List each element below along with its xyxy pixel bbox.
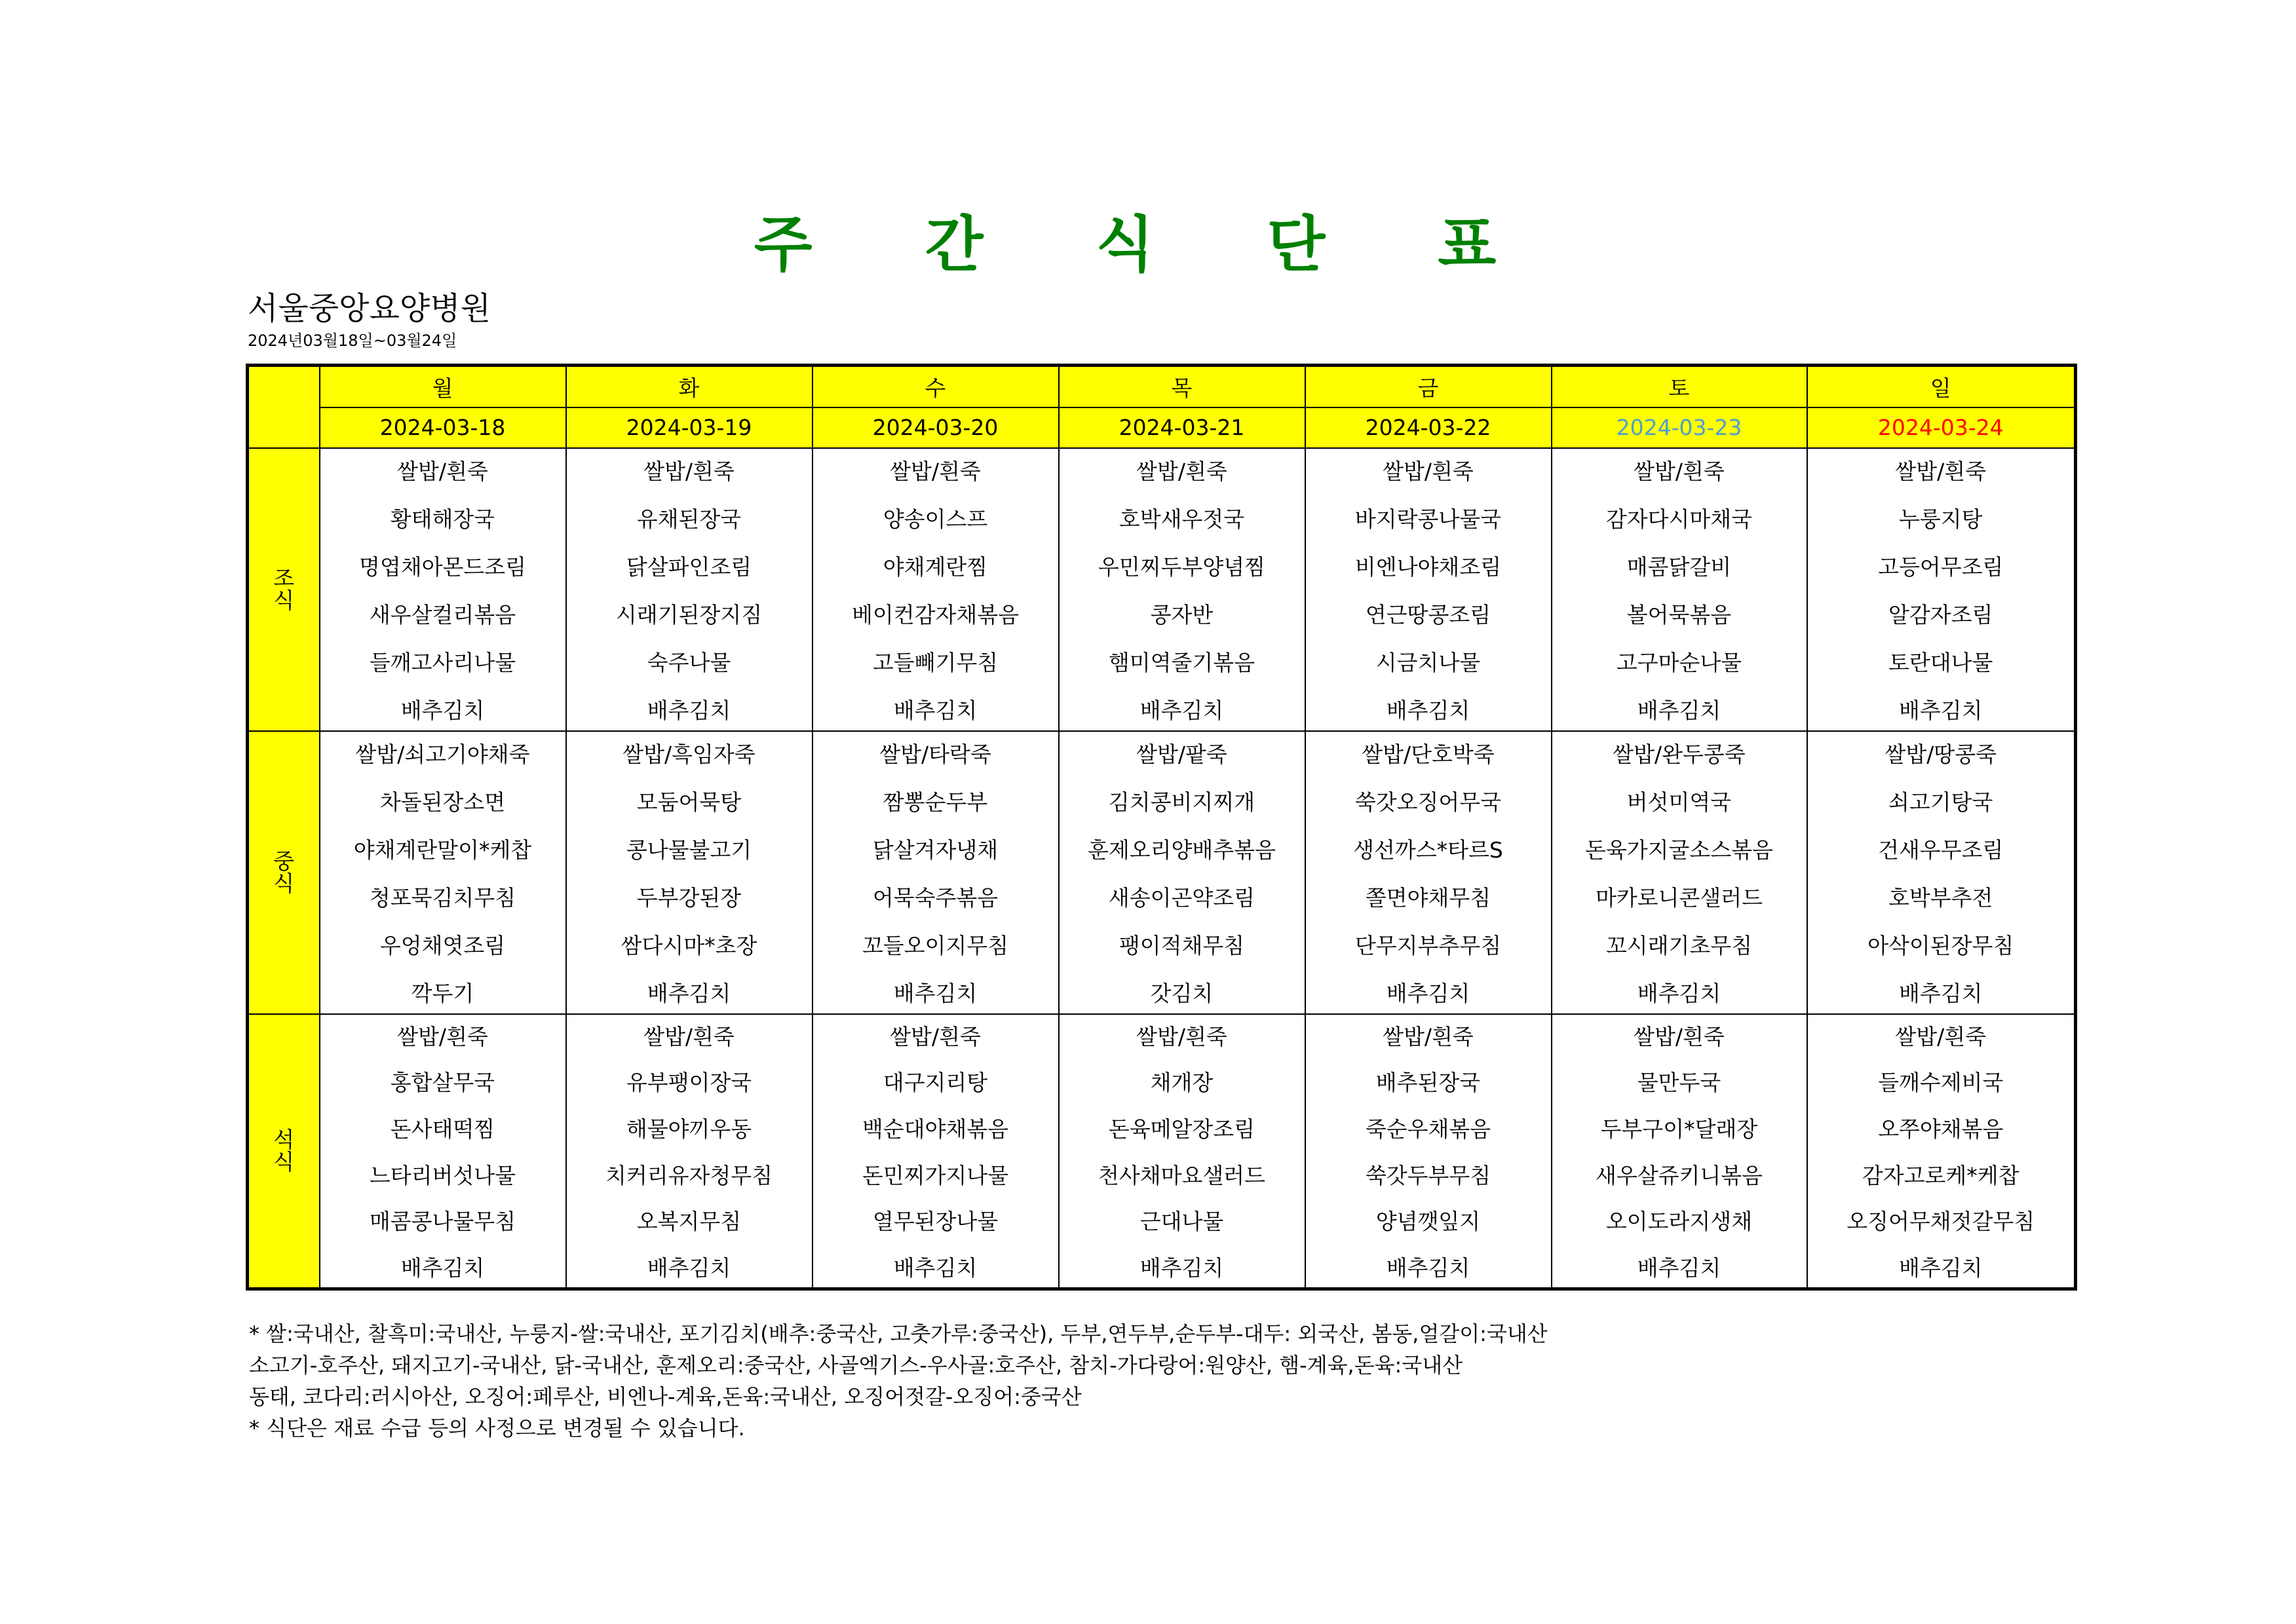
menu-item: 배추김치 bbox=[1386, 980, 1470, 1006]
menu-item: 아삭이된장무침 bbox=[1867, 932, 2014, 958]
menu-item: 배추김치 bbox=[893, 697, 978, 723]
menu-item: 연근땅콩조림 bbox=[1365, 601, 1491, 628]
date-wed: 2024-03-20 bbox=[813, 407, 1059, 448]
menu-item: 양념깻잎지 bbox=[1375, 1209, 1481, 1235]
menu-item: 팽이적채무침 bbox=[1119, 932, 1245, 958]
menu-item: 짬뽕순두부 bbox=[883, 789, 988, 815]
menu-cell-breakfast-sat bbox=[1552, 448, 1807, 731]
menu-item: 닭살겨자냉채 bbox=[872, 837, 999, 863]
menu-item: 배추김치 bbox=[1898, 980, 1983, 1006]
menu-item: 배추김치 bbox=[1898, 697, 1983, 723]
menu-item: 쌀밥/단호박죽 bbox=[1362, 741, 1495, 767]
menu-cell-lunch-thu bbox=[1059, 731, 1305, 1014]
note-line: * 식단은 재료 수급 등의 사정으로 변경될 수 있습니다. bbox=[249, 1416, 745, 1441]
menu-item: 쌀밥/팥죽 bbox=[1136, 741, 1227, 767]
page-title: 주 간 식 단 표 bbox=[754, 210, 1542, 280]
menu-item: 버섯미역국 bbox=[1626, 789, 1732, 815]
menu-item: 베이컨감자채볶음 bbox=[851, 601, 1020, 628]
menu-item: 들깨고사리나물 bbox=[369, 649, 516, 675]
menu-item: 호박부추전 bbox=[1888, 884, 1993, 911]
menu-item: 알감자조림 bbox=[1888, 601, 1993, 628]
menu-cell-dinner-sun bbox=[1807, 1014, 2076, 1289]
menu-cell-dinner-thu bbox=[1059, 1014, 1305, 1289]
menu-item: 쌀밥/흰죽 bbox=[1634, 458, 1725, 484]
menu-item: 바지락콩나물국 bbox=[1354, 506, 1502, 532]
menu-item: 배추김치 bbox=[400, 697, 485, 723]
menu-item: 오이도라지생채 bbox=[1605, 1209, 1753, 1235]
menu-item: 홍합살무국 bbox=[390, 1070, 495, 1096]
menu-item: 쌀밥/흰죽 bbox=[397, 458, 488, 484]
menu-item: 새송이곤약조림 bbox=[1108, 884, 1255, 911]
menu-item: 모둠어묵탕 bbox=[636, 789, 742, 815]
menu-item: 백순대야채볶음 bbox=[862, 1116, 1009, 1142]
menu-item: 배추김치 bbox=[1637, 697, 1721, 723]
menu-item: 해물야끼우동 bbox=[626, 1116, 752, 1142]
menu-item: 배추김치 bbox=[1386, 697, 1470, 723]
menu-item: 쌀밥/흰죽 bbox=[1634, 1023, 1725, 1049]
menu-cell-breakfast-thu bbox=[1059, 448, 1305, 731]
menu-item: 어묵숙주볶음 bbox=[872, 884, 999, 911]
menu-cell-lunch-wed bbox=[813, 731, 1059, 1014]
menu-item: 호박새우젓국 bbox=[1119, 506, 1245, 532]
date-tue: 2024-03-19 bbox=[566, 407, 813, 448]
menu-item: 갓김치 bbox=[1150, 980, 1214, 1006]
menu-item: 배추된장국 bbox=[1375, 1070, 1481, 1096]
menu-item: 치커리유자청무침 bbox=[605, 1162, 773, 1188]
day-name-sat: 토 bbox=[1552, 366, 1807, 407]
menu-item: 쌀밥/쇠고기야채죽 bbox=[355, 741, 530, 767]
menu-item: 닭살파인조림 bbox=[626, 554, 752, 580]
day-name-mon: 월 bbox=[320, 366, 566, 407]
note-line: * 쌀:국내산, 찰흑미:국내산, 누룽지-쌀:국내산, 포기김치(배추:중국산, 고춧가루:중국산), 두부,연두부,순두부-대두: 외국산, 봄동,얼갈이:국내산 bbox=[249, 1321, 1548, 1346]
menu-item: 야채계란말이*케찹 bbox=[353, 837, 532, 863]
menu-item: 햄미역줄기볶음 bbox=[1108, 649, 1255, 675]
menu-item: 쌀밥/흰죽 bbox=[1383, 1023, 1474, 1049]
day-name-fri: 금 bbox=[1305, 366, 1552, 407]
meal-row-breakfast bbox=[248, 448, 2076, 731]
menu-item: 쌀밥/흰죽 bbox=[1383, 458, 1474, 484]
menu-item: 황태해장국 bbox=[390, 506, 495, 532]
day-name-sun: 일 bbox=[1807, 366, 2076, 407]
menu-item: 쌀밥/흰죽 bbox=[1136, 1023, 1227, 1049]
menu-item: 열무된장나물 bbox=[872, 1209, 999, 1235]
menu-item: 꼬시래기초무침 bbox=[1605, 932, 1753, 958]
menu-item: 숙주나물 bbox=[647, 649, 731, 675]
menu-item: 꼬들오이지무침 bbox=[862, 932, 1009, 958]
date-row bbox=[248, 407, 2076, 448]
hospital-name: 서울중앙요양병원 bbox=[248, 290, 491, 327]
menu-item: 토란대나물 bbox=[1888, 649, 1993, 675]
menu-item: 매콤콩나물무침 bbox=[369, 1209, 516, 1235]
meal-label-breakfast: 조 식 bbox=[248, 448, 320, 731]
day-name-tue: 화 bbox=[566, 366, 813, 407]
menu-item: 새우살컬리볶음 bbox=[369, 601, 516, 628]
note-line: 소고기-호주산, 돼지고기-국내산, 닭-국내산, 훈제오리:중국산, 사골엑기스-우사골:호주산, 참치-가다랑어:원양산, 햄-계육,돈육:국내산 bbox=[249, 1353, 1463, 1378]
menu-item: 배추김치 bbox=[1386, 1255, 1470, 1281]
menu-period: 2024년03월18일~03월24일 bbox=[248, 331, 457, 350]
menu-item: 감자다시마채국 bbox=[1605, 506, 1753, 532]
menu-item: 훈제오리양배추볶음 bbox=[1088, 837, 1276, 863]
menu-item: 배추김치 bbox=[647, 1255, 731, 1281]
menu-cell-breakfast-tue bbox=[566, 448, 813, 731]
day-name-row bbox=[248, 366, 2076, 407]
menu-item: 마카로니콘샐러드 bbox=[1595, 884, 1763, 911]
menu-item: 배추김치 bbox=[1637, 980, 1721, 1006]
menu-item: 쇠고기탕국 bbox=[1888, 789, 1993, 815]
meal-label-lunch: 중 식 bbox=[248, 731, 320, 1014]
menu-cell-lunch-fri bbox=[1305, 731, 1552, 1014]
menu-item: 배추김치 bbox=[1139, 1255, 1224, 1281]
menu-item: 우민찌두부양념찜 bbox=[1098, 554, 1266, 580]
menu-item: 쌀밥/흰죽 bbox=[643, 458, 735, 484]
menu-item: 배추김치 bbox=[400, 1255, 485, 1281]
menu-item: 쌈다시마*초장 bbox=[621, 932, 757, 958]
menu-item: 돈육메알장조림 bbox=[1108, 1116, 1255, 1142]
menu-item: 쑥갓오징어무국 bbox=[1354, 789, 1502, 815]
menu-item: 콩자반 bbox=[1150, 601, 1214, 628]
menu-item: 쫄면야채무침 bbox=[1365, 884, 1491, 911]
menu-item: 쌀밥/흰죽 bbox=[643, 1023, 735, 1049]
meal-row-lunch bbox=[248, 731, 2076, 1014]
menu-cell-dinner-tue bbox=[566, 1014, 813, 1289]
menu-item: 새우살쥬키니볶음 bbox=[1595, 1162, 1763, 1188]
menu-item: 쌀밥/흑임자죽 bbox=[622, 741, 756, 767]
date-thu: 2024-03-21 bbox=[1059, 407, 1305, 448]
menu-item: 천사채마요샐러드 bbox=[1098, 1162, 1266, 1188]
menu-item: 단무지부추무침 bbox=[1354, 932, 1502, 958]
menu-item: 배추김치 bbox=[1898, 1255, 1983, 1281]
menu-item: 돈민찌가지나물 bbox=[862, 1162, 1009, 1188]
menu-item: 두부구이*달래장 bbox=[1600, 1116, 1758, 1142]
date-fri: 2024-03-22 bbox=[1305, 407, 1552, 448]
menu-cell-dinner-fri bbox=[1305, 1014, 1552, 1289]
menu-item: 명엽채아몬드조림 bbox=[358, 554, 527, 580]
menu-item: 오복지무침 bbox=[636, 1209, 742, 1235]
origin-notes bbox=[249, 1318, 1548, 1444]
menu-cell-lunch-sat bbox=[1552, 731, 1807, 1014]
meal-label-dinner: 석 식 bbox=[248, 1014, 320, 1289]
menu-item: 돈사태떡찜 bbox=[390, 1116, 495, 1142]
menu-item: 청포묵김치무침 bbox=[369, 884, 516, 911]
menu-item: 건새우무조림 bbox=[1878, 837, 2004, 863]
menu-cell-lunch-mon bbox=[320, 731, 566, 1014]
menu-item: 콩나물불고기 bbox=[626, 837, 752, 863]
menu-item: 오쭈야채볶음 bbox=[1878, 1116, 2004, 1142]
menu-cell-breakfast-sun bbox=[1807, 448, 2076, 731]
menu-item: 쌀밥/흰죽 bbox=[890, 458, 981, 484]
menu-item: 시래기된장지짐 bbox=[615, 601, 763, 628]
menu-item: 두부강된장 bbox=[636, 884, 742, 911]
menu-item: 물만두국 bbox=[1637, 1070, 1721, 1096]
menu-cell-dinner-wed bbox=[813, 1014, 1059, 1289]
menu-item: 생선까스*타르S bbox=[1353, 837, 1503, 863]
menu-cell-dinner-mon bbox=[320, 1014, 566, 1289]
menu-item: 비엔나야채조림 bbox=[1354, 554, 1502, 580]
menu-item: 배추김치 bbox=[647, 697, 731, 723]
menu-item: 시금치나물 bbox=[1375, 649, 1481, 675]
menu-item: 쌀밥/흰죽 bbox=[397, 1023, 488, 1049]
menu-item: 쌀밥/흰죽 bbox=[1895, 1023, 1987, 1049]
day-name-wed: 수 bbox=[813, 366, 1059, 407]
menu-item: 배추김치 bbox=[893, 1255, 978, 1281]
menu-item: 오징어무채젓갈무침 bbox=[1846, 1209, 2035, 1235]
menu-item: 고들빼기무침 bbox=[872, 649, 999, 675]
menu-item: 쌀밥/흰죽 bbox=[1136, 458, 1227, 484]
menu-item: 고구마순나물 bbox=[1616, 649, 1742, 675]
menu-cell-lunch-tue bbox=[566, 731, 813, 1014]
menu-item: 쌀밥/흰죽 bbox=[890, 1023, 981, 1049]
menu-cell-breakfast-wed bbox=[813, 448, 1059, 731]
menu-item: 죽순우채볶음 bbox=[1365, 1116, 1491, 1142]
menu-item: 깍두기 bbox=[411, 980, 474, 1006]
weekly-menu-table bbox=[246, 364, 2077, 1291]
menu-item: 누룽지탕 bbox=[1898, 506, 1983, 532]
menu-item: 배추김치 bbox=[1637, 1255, 1721, 1281]
menu-item: 채개장 bbox=[1150, 1070, 1214, 1096]
menu-cell-breakfast-mon bbox=[320, 448, 566, 731]
menu-item: 고등어무조림 bbox=[1878, 554, 2004, 580]
menu-item: 김치콩비지찌개 bbox=[1108, 789, 1255, 815]
menu-item: 대구지리탕 bbox=[883, 1070, 988, 1096]
date-sun: 2024-03-24 bbox=[1807, 407, 2076, 448]
menu-item: 우엉채엿조림 bbox=[379, 932, 506, 958]
menu-item: 쌀밥/완두콩죽 bbox=[1613, 741, 1746, 767]
note-line: 동태, 코다리:러시아산, 오징어:페루산, 비엔나-계육,돈육:국내산, 오징어젓갈-오징어:중국산 bbox=[249, 1384, 1082, 1409]
menu-item: 유부팽이장국 bbox=[626, 1070, 752, 1096]
date-mon: 2024-03-18 bbox=[320, 407, 566, 448]
menu-item: 야채계란찜 bbox=[883, 554, 988, 580]
menu-item: 쌀밥/타락죽 bbox=[879, 741, 991, 767]
meal-row-dinner bbox=[248, 1014, 2076, 1289]
menu-item: 배추김치 bbox=[893, 980, 978, 1006]
menu-item: 차돌된장소면 bbox=[379, 789, 506, 815]
menu-item: 볼어묵볶음 bbox=[1626, 601, 1732, 628]
menu-item: 유채된장국 bbox=[636, 506, 742, 532]
menu-cell-breakfast-fri bbox=[1305, 448, 1552, 731]
corner-cell bbox=[248, 366, 320, 448]
menu-item: 쑥갓두부무침 bbox=[1365, 1162, 1491, 1188]
menu-item: 배추김치 bbox=[647, 980, 731, 1006]
menu-item: 매콤닭갈비 bbox=[1626, 554, 1732, 580]
day-name-thu: 목 bbox=[1059, 366, 1305, 407]
menu-item: 느타리버섯나물 bbox=[369, 1162, 516, 1188]
menu-item: 감자고로케*케찹 bbox=[1862, 1162, 2019, 1188]
menu-item: 돈육가지굴소스볶음 bbox=[1585, 837, 1773, 863]
menu-cell-lunch-sun bbox=[1807, 731, 2076, 1014]
date-sat: 2024-03-23 bbox=[1552, 407, 1807, 448]
menu-item: 쌀밥/땅콩죽 bbox=[1885, 741, 1997, 767]
menu-cell-dinner-sat bbox=[1552, 1014, 1807, 1289]
menu-item: 쌀밥/흰죽 bbox=[1895, 458, 1987, 484]
menu-item: 배추김치 bbox=[1139, 697, 1224, 723]
menu-item: 들깨수제비국 bbox=[1878, 1070, 2004, 1096]
menu-item: 양송이스프 bbox=[883, 506, 988, 532]
menu-item: 근대나물 bbox=[1139, 1209, 1224, 1235]
